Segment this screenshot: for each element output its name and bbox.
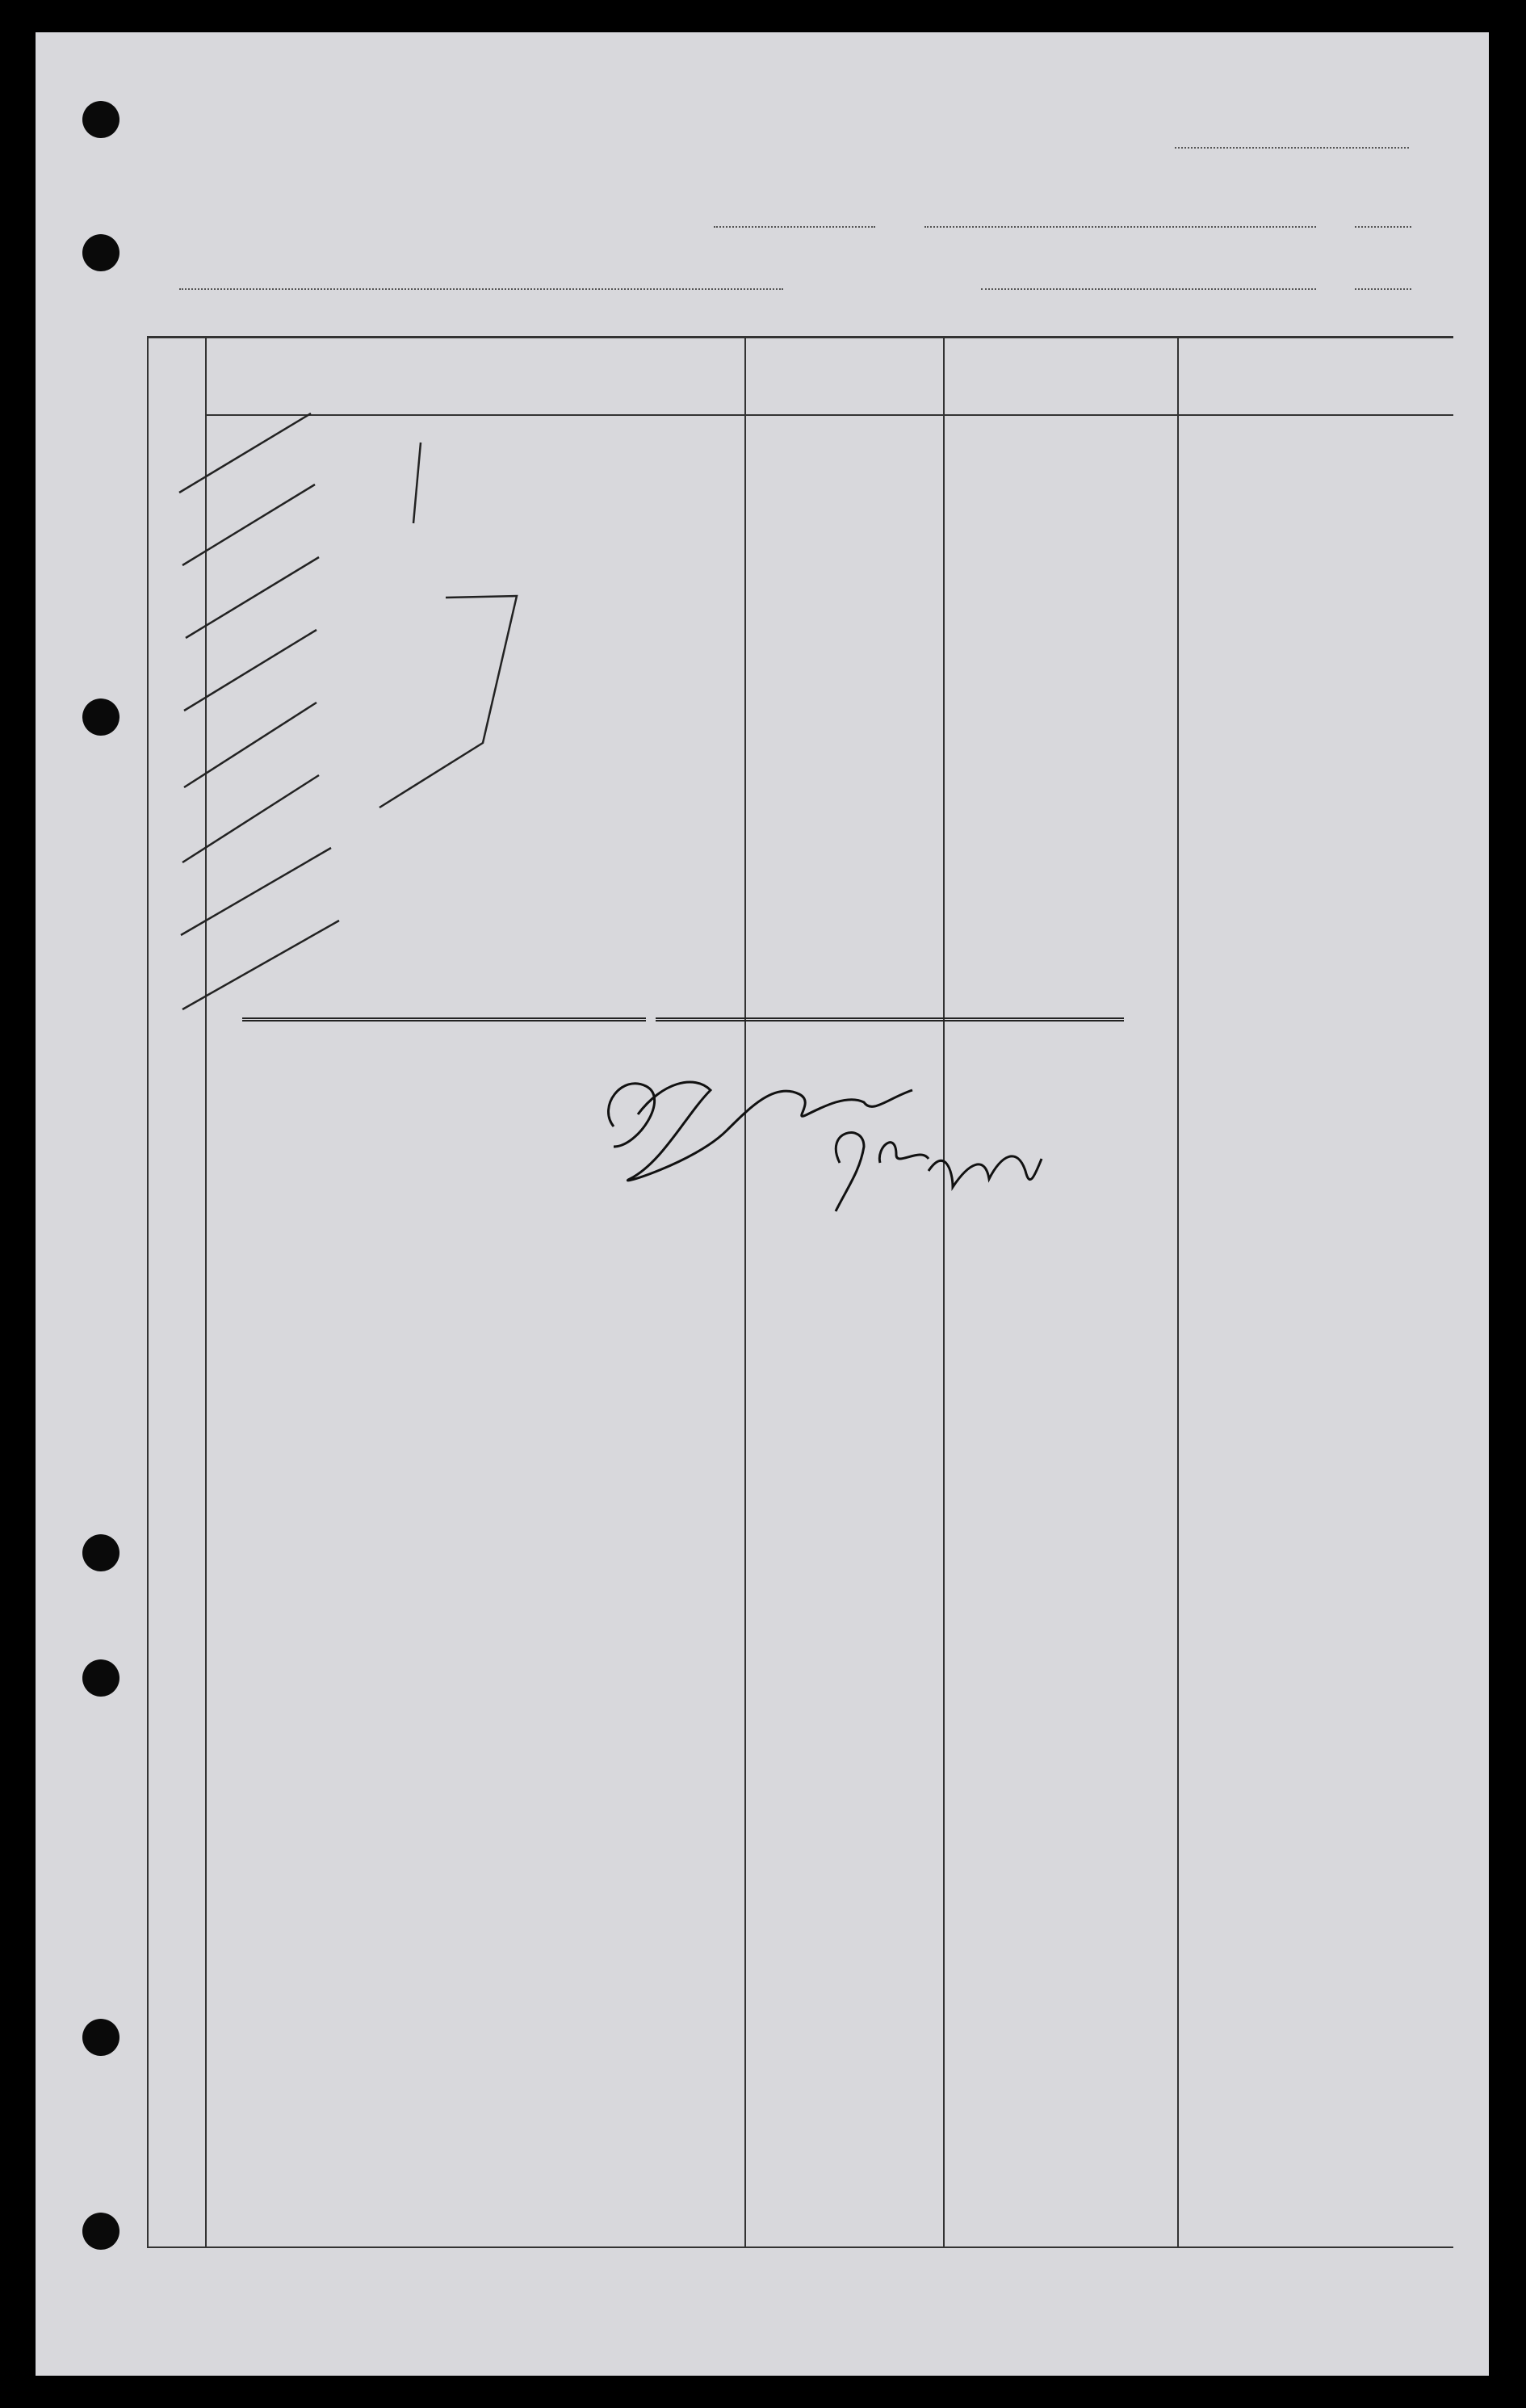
check-marks <box>179 413 517 1009</box>
tick-mark <box>182 921 339 1009</box>
signature <box>609 1082 1042 1211</box>
tick-mark <box>186 557 319 638</box>
tick-mark <box>182 485 315 565</box>
tick-mark <box>184 703 317 787</box>
bracket-stroke <box>379 596 517 808</box>
tick-mark <box>181 848 331 935</box>
tick-mark <box>182 775 319 862</box>
bracket-stroke <box>413 443 421 523</box>
tick-mark <box>184 630 317 711</box>
tick-mark <box>179 413 311 493</box>
